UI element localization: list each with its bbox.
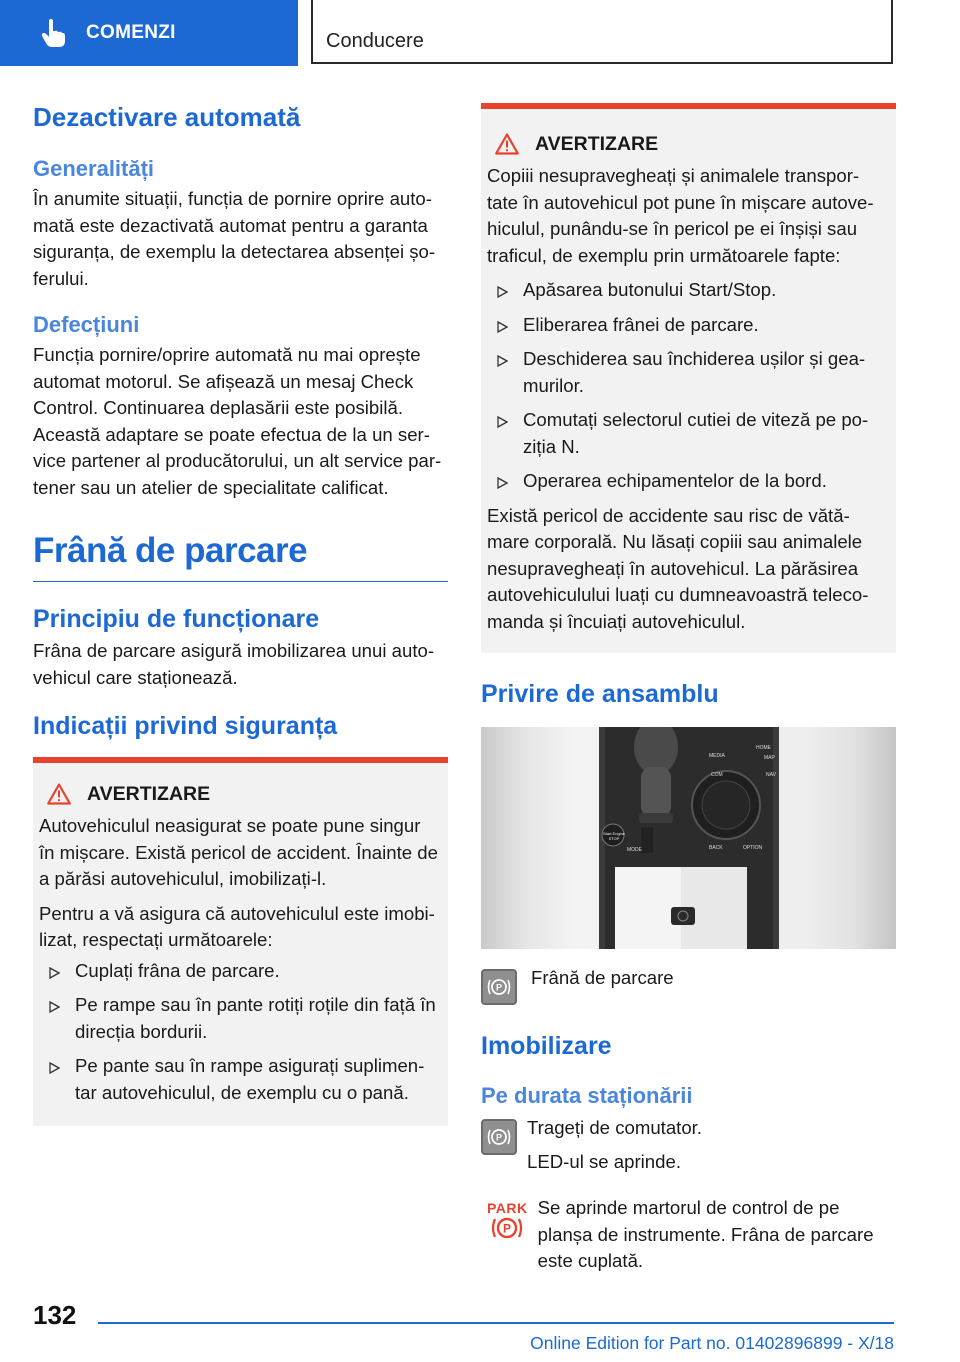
triangle-bullet-icon [497,477,508,489]
triangle-bullet-icon [49,967,60,979]
warning-text-1: Autovehiculul neasigurat se poate pune singur în mișcare. Există pericol de accident. Înainte de a părăsi autovehiculul, imobilizați-l. [39,815,438,889]
warning-box-left [33,757,448,1126]
console-label-map: MAP [764,755,775,761]
heading-durata: Pe durata staționării [481,1083,693,1108]
text-generalitati: În anumite situații, funcția de pornire oprire auto-mată este dezactivată automat pentru a garanta siguranța, de exemplu la detectarea absenței șo-ferului. [33,188,436,289]
right-column [481,103,896,1275]
console-label-option: OPTION [743,845,763,851]
footer-divider [98,1322,894,1324]
caption-row [481,969,896,1005]
list-item: Apăsarea butonului Start/Stop. [487,277,888,304]
park-warning-lamp-icon: PARK P [487,1200,528,1236]
triangle-bullet-icon [49,1001,60,1013]
list-item: Comutați selectorul cutiei de viteză pe po-ziția N. [487,407,888,460]
warning-title: AVERTIZARE [87,783,211,805]
hand-pointer-icon [40,18,66,48]
svg-text:P: P [495,1132,503,1143]
center-console-photo [481,727,896,949]
footer-edition: Online Edition for Part no. 01402896899 - X/18 [530,1333,894,1353]
text-martor: Se aprinde martorul de control de pe planșa de instrumente. Frâna de parcare este cuplată. [537,1197,874,1271]
console-illustration [481,727,896,949]
indicator-row [481,1195,896,1275]
chapter-tab-label: COMENZI [86,22,176,43]
triangle-bullet-icon [497,321,508,333]
list-item: Pe rampe sau în pante rotiți roțile din față în direcția bordurii. [39,992,440,1045]
heading-indicatii: Indicații privind siguranța [33,712,338,740]
parking-brake-button-icon [481,1119,517,1155]
console-label-home: HOME [756,745,771,751]
text-trageti: Trageți de comutator. [527,1117,703,1138]
parking-brake-button-icon [481,969,517,1005]
triangle-bullet-icon [497,416,508,428]
console-label-media: MEDIA [709,753,725,759]
svg-text:P: P [503,1221,512,1236]
list-item: Cuplați frâna de parcare. [39,958,440,985]
heading-imobilizare: Imobilizare [481,1032,612,1060]
warning-box-right [481,103,896,653]
section-header [311,0,893,64]
console-label-mode: MODE [627,847,642,853]
list-item: Deschiderea sau închiderea ușilor și gea-murilor. [487,346,888,399]
triangle-bullet-icon [49,1062,60,1074]
list-item: Eliberarea frânei de parcare. [487,312,888,339]
heading-generalitati: Generalități [33,156,155,181]
chapter-tab[interactable] [0,0,298,66]
warning-text-2: Există pericol de accidente sau risc de vătă-mare corporală. Nu lăsați copiii sau animalele nesupravegheați în autovehicul. La părăsirea autovehiculului luați cu dumneavoastră teleco-manda și încuiați autovehiculul. [487,504,869,632]
text-led: LED-ul se aprinde. [527,1150,681,1172]
triangle-bullet-icon [497,286,508,298]
text-principiu: Frâna de parcare asigură imobilizarea unui auto-vehicul care staționează. [33,640,435,688]
heading-frana-de-parcare: Frână de parcare [33,531,448,582]
warning-triangle-icon [495,133,519,155]
text-defectiuni: Funcția pornire/oprire automată nu mai oprește automat motorul. Se afișează un mesaj Check Control. Continuarea deplasării este posibilă. Această adaptare se poate efectua de la un ser-vice partener al producătorului, un alt service par-tener sau un atelier de specialitate calificat. [33,344,442,498]
section-title: Conducere [326,30,424,52]
left-column [33,100,448,1126]
svg-text:P: P [495,982,503,993]
caption-frana: Frână de parcare [531,967,674,988]
warning-text-2: Pentru a vă asigura că autovehiculul este imobi-lizat, respectați următoarele: [39,902,435,950]
page-number: 132 [33,1300,77,1330]
heading-principiu: Principiu de funcționare [33,605,320,633]
heading-privire: Privire de ansamblu [481,680,719,708]
console-label-nav: NAV [766,772,776,778]
instruction-row [481,1115,896,1175]
warning-triangle-icon [47,783,71,805]
heading-defectiuni: Defecțiuni [33,312,140,337]
console-label-com: COM [711,772,723,778]
heading-dezactivare: Dezactivare automată [33,102,301,132]
warning-title: AVERTIZARE [535,133,659,155]
warning-text-1: Copiii nesupravegheați și animalele transpor-tate în autovehicul pot pune în mișcare autove-hiculul, punându-se în pericol pe ei înșiși sau traficul, de exemplu prin următoarele fapte: [487,165,874,266]
triangle-bullet-icon [497,355,508,367]
list-item: Pe pante sau în rampe asigurați suplimen-tar autovehiculul, de exemplu cu o pană. [39,1053,440,1106]
console-label-back: BACK [709,845,723,851]
list-item: Operarea echipamentelor de la bord. [487,468,888,495]
console-label-start-stop: Start Engine STOP [603,831,626,841]
